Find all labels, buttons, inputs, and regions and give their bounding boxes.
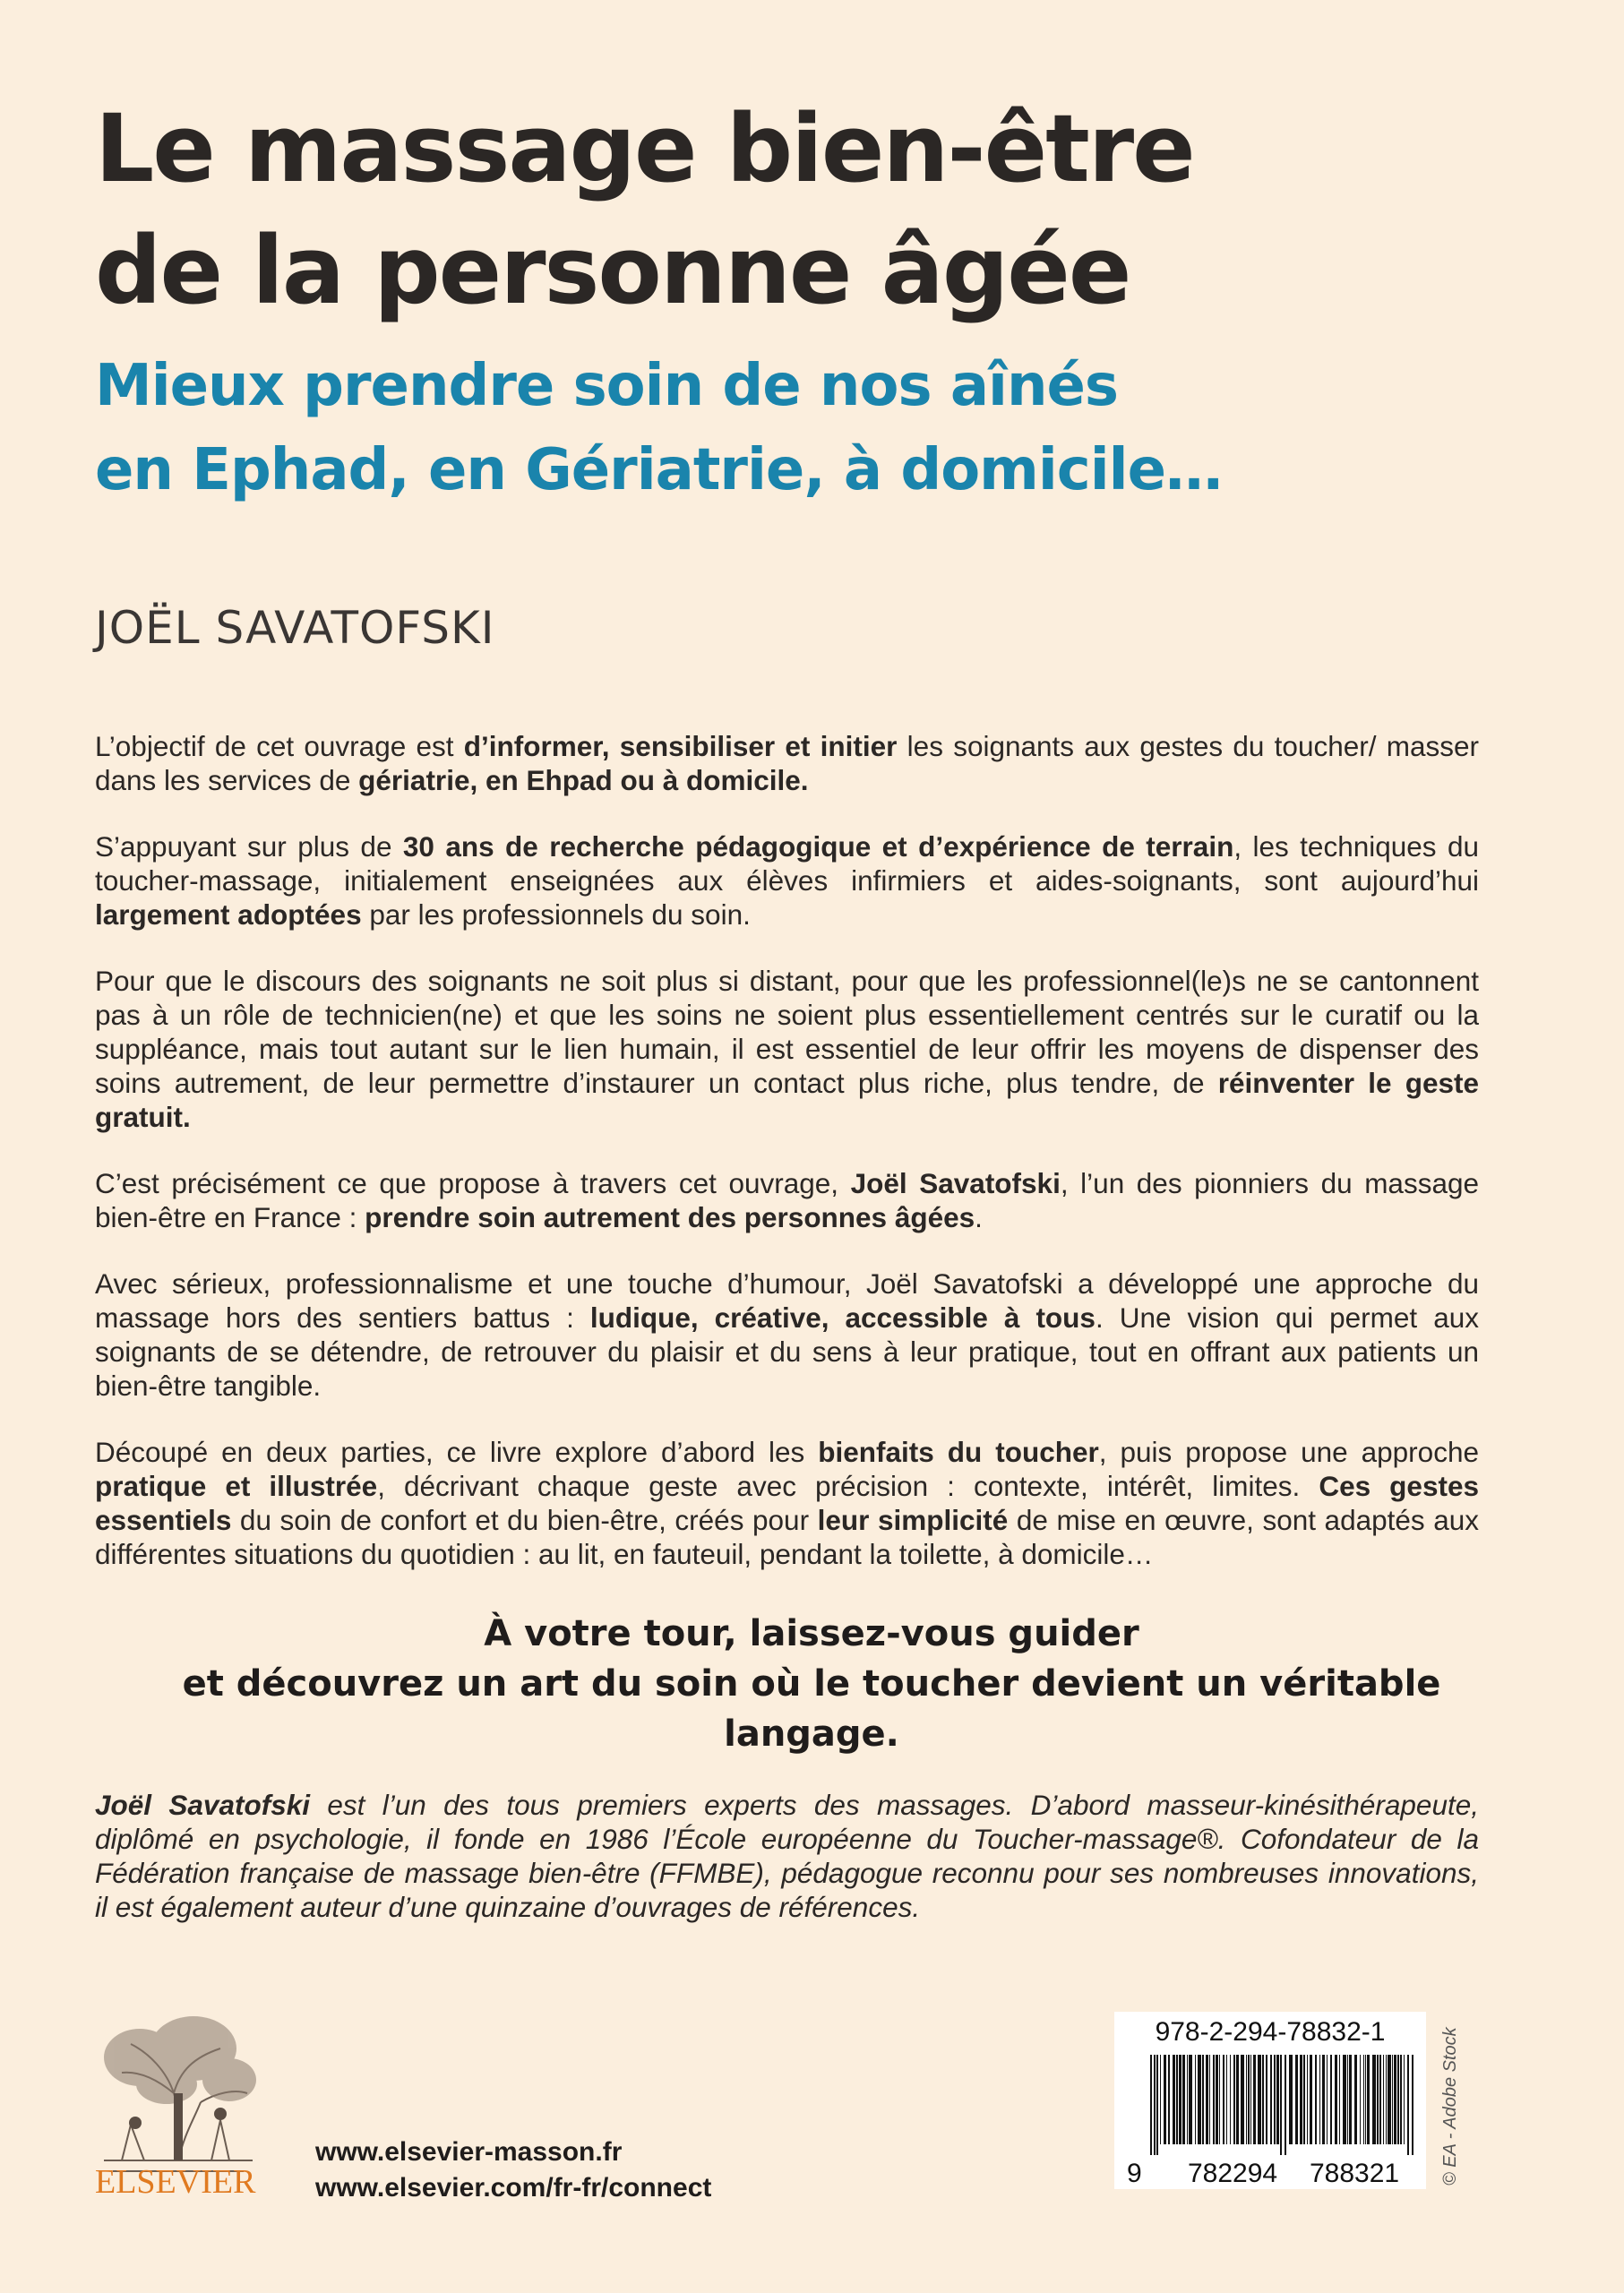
description-paragraph bbox=[95, 964, 1479, 1134]
barcode-bar bbox=[1219, 2055, 1220, 2144]
isbn-barcode bbox=[1114, 2012, 1426, 2189]
barcode-bar bbox=[1226, 2055, 1227, 2144]
book-title-line-1: Le massage bien-être bbox=[95, 94, 1194, 203]
barcode-bar bbox=[1230, 2055, 1231, 2144]
book-subtitle-line-1: Mieux prendre soin de nos aînés bbox=[95, 353, 1118, 419]
description-paragraph-run: Joël Savatofski bbox=[850, 1167, 1061, 1199]
book-subtitle-line-2: en Ephad, en Gériatrie, à domicile… bbox=[95, 437, 1222, 503]
barcode-bar bbox=[1300, 2055, 1302, 2144]
description-paragraph-run: , l’un des pionniers du massage bien-être en France : bbox=[95, 1167, 1480, 1233]
description-paragraph-run: réinventer le geste gratuit. bbox=[95, 1067, 1479, 1133]
barcode-bar bbox=[1367, 2055, 1370, 2144]
barcode-bar bbox=[1209, 2055, 1210, 2144]
description-paragraph-run: S’appuyant sur plus de bbox=[95, 830, 403, 863]
description-paragraph-run: 30 ans de recherche pédagogique et d’expérience de terrain bbox=[402, 830, 1234, 863]
description-paragraph-run: d’informer, sensibiliser et initier bbox=[463, 730, 898, 762]
description-paragraph-run: pratique et illustrée bbox=[95, 1470, 378, 1502]
barcode-bar bbox=[1386, 2055, 1387, 2144]
tagline-line-1: À votre tour, laissez-vous guider bbox=[484, 1613, 1139, 1654]
tagline bbox=[95, 1609, 1528, 1759]
barcode-bar bbox=[1377, 2055, 1379, 2144]
description-paragraph-run: gériatrie, en Ehpad ou à domicile. bbox=[358, 764, 809, 796]
description-paragraph-run: ludique, créative, accessible à tous bbox=[589, 1301, 1096, 1334]
barcode-bar bbox=[1347, 2055, 1348, 2144]
barcode-bar bbox=[1156, 2055, 1158, 2155]
barcode-bar bbox=[1354, 2055, 1357, 2144]
publisher-url-2[interactable]: www.elsevier.com/fr-fr/connect bbox=[315, 2173, 712, 2203]
description-paragraph-run: Avec sérieux, professionnalisme et une touche d’humour, Joël Savatofski a développé une approche du massage hors des sentiers battus : bbox=[95, 1267, 1479, 1334]
barcode-bar bbox=[1339, 2055, 1340, 2144]
barcode-bar bbox=[1295, 2055, 1298, 2144]
barcode-bar bbox=[1274, 2055, 1276, 2144]
barcode-bar bbox=[1176, 2055, 1178, 2144]
description-paragraph-run: prendre soin autrement des personnes âgées bbox=[365, 1201, 975, 1233]
publisher-url-1[interactable]: www.elsevier-masson.fr bbox=[315, 2137, 623, 2167]
tagline-line-2: et découvrez un art du soin où le toucher devient un véritable langage. bbox=[182, 1663, 1441, 1755]
description-paragraph-run: du soin de confort et du bien-être, créés pour bbox=[231, 1504, 818, 1536]
book-title-line-2: de la personne âgée bbox=[95, 216, 1130, 325]
description-paragraph-run: . Une vision qui permet aux soignants de se détendre, de retrouver du plaisir et du sens à leur pratique, tout en offrant aux patients un bien-être tangible. bbox=[95, 1301, 1479, 1402]
barcode-bar bbox=[1160, 2055, 1161, 2144]
description-paragraph-run: Découpé en deux parties, ce livre explore d’abord les bbox=[95, 1436, 819, 1468]
barcode-bar bbox=[1182, 2055, 1185, 2144]
barcode-digit-first: 9 bbox=[1127, 2159, 1142, 2188]
barcode-bar bbox=[1202, 2055, 1204, 2144]
book-title bbox=[95, 88, 1528, 331]
barcode-bar bbox=[1241, 2055, 1244, 2144]
description-paragraph-run: , décrivant chaque geste avec précision : contexte, intérêt, limites. bbox=[377, 1470, 1319, 1502]
barcode-bar bbox=[1388, 2055, 1391, 2144]
author-name: JOËL SAVATOFSKI bbox=[95, 602, 495, 654]
barcode-bar bbox=[1258, 2055, 1261, 2144]
barcode-bar bbox=[1372, 2055, 1376, 2144]
barcode-bar bbox=[1168, 2055, 1170, 2144]
barcode-bar bbox=[1343, 2055, 1346, 2144]
barcode-bar bbox=[1307, 2055, 1308, 2144]
description-paragraph-run: , puis propose une approche bbox=[1098, 1436, 1479, 1468]
barcode-bar bbox=[1379, 2055, 1381, 2144]
barcode-bar bbox=[1349, 2055, 1352, 2144]
barcode-bar bbox=[1303, 2055, 1305, 2144]
barcode-bar bbox=[1164, 2055, 1166, 2144]
description-paragraph-run: . bbox=[975, 1201, 983, 1233]
description-paragraph bbox=[95, 1435, 1479, 1571]
barcode-bar bbox=[1310, 2055, 1312, 2144]
description-paragraph-run: les soignants aux gestes du toucher/ masser dans les services de bbox=[95, 730, 1480, 796]
barcode-bar bbox=[1412, 2055, 1413, 2155]
description-paragraph-run: largement adoptées bbox=[95, 898, 362, 931]
barcode-bar bbox=[1195, 2055, 1196, 2144]
description-paragraph-run: Pour que le discours des soignants ne soit plus si distant, pour que les professionnel(le)s ne se cantonnent pas à un rôle de technicien(ne) et que les soins ne soient plus essentiellement centrés sur le curatif ou la suppléance, mais tout autant sur le lien humain, il est essentiel de leur offrir les moyens de dispenser des soins autrement, de leur permettre d’instaurer un contact plus riche, plus tendre, de bbox=[95, 965, 1479, 1099]
author-bio-run: est l’un des tous premiers experts des massages. D’abord masseur-kinésithérapeute, diplômé en psychologie, il fonde en 1986 l’École européenne du Toucher-massage®. Cofondateur de la Fédération française de massage bien-être (FFMBE), pédagogue reconnu pour ses nombreuses innovations, il est également auteur d’une quinzaine d’ouvrages de références. bbox=[95, 1789, 1479, 1923]
barcode-bar bbox=[1285, 2055, 1286, 2155]
barcode-bar bbox=[1315, 2055, 1317, 2144]
description-text bbox=[95, 729, 1479, 1603]
description-paragraph-run: leur simplicité bbox=[817, 1504, 1009, 1536]
barcode-bar bbox=[1216, 2055, 1218, 2144]
barcode-bar bbox=[1223, 2055, 1224, 2144]
barcode-bar bbox=[1404, 2055, 1405, 2144]
description-paragraph bbox=[95, 1166, 1479, 1234]
barcode-bar bbox=[1270, 2055, 1272, 2144]
barcode-bar bbox=[1363, 2055, 1364, 2144]
barcode-digits-left: 782294 bbox=[1188, 2159, 1278, 2188]
barcode-bar bbox=[1276, 2055, 1279, 2144]
barcode-bar bbox=[1253, 2055, 1256, 2144]
description-paragraph-run: L’objectif de cet ouvrage est bbox=[95, 730, 464, 762]
barcode-bar bbox=[1179, 2055, 1181, 2144]
barcode-bar bbox=[1360, 2055, 1361, 2144]
description-paragraph-run: par les professionnels du soin. bbox=[361, 898, 751, 931]
barcode-bar bbox=[1206, 2055, 1208, 2144]
barcode-bar bbox=[1198, 2055, 1201, 2144]
barcode-bars bbox=[1114, 2055, 1426, 2189]
author-bio-run: Joël Savatofski bbox=[95, 1789, 310, 1821]
barcode-bar bbox=[1327, 2055, 1328, 2144]
description-paragraph-run: bienfaits du toucher bbox=[818, 1436, 1099, 1468]
barcode-bar bbox=[1150, 2055, 1152, 2155]
barcode-bar bbox=[1400, 2055, 1402, 2144]
barcode-bar bbox=[1213, 2055, 1215, 2144]
barcode-bar bbox=[1365, 2055, 1366, 2144]
description-paragraph bbox=[95, 729, 1479, 797]
author-bio bbox=[95, 1788, 1479, 1924]
barcode-bar bbox=[1289, 2055, 1293, 2144]
description-paragraph bbox=[95, 829, 1479, 932]
barcode-bar bbox=[1397, 2055, 1399, 2144]
barcode-bar bbox=[1394, 2055, 1396, 2144]
barcode-bar bbox=[1330, 2055, 1332, 2144]
barcode-bar bbox=[1392, 2055, 1393, 2144]
barcode-bar bbox=[1233, 2055, 1235, 2144]
barcode-bar bbox=[1250, 2055, 1251, 2144]
barcode-bar bbox=[1262, 2055, 1264, 2144]
book-subtitle bbox=[95, 344, 1528, 512]
barcode-bar bbox=[1154, 2055, 1156, 2155]
barcode-bar bbox=[1187, 2055, 1188, 2144]
barcode-digits-right: 788321 bbox=[1310, 2159, 1400, 2188]
barcode-bar bbox=[1280, 2055, 1282, 2155]
barcode-bar bbox=[1246, 2055, 1247, 2144]
publisher-name: ELSEVIER bbox=[95, 2163, 256, 2201]
description-paragraph-run: de mise en œuvre, sont adaptés aux différentes situations du quotidien : au lit, en fauteuil, pendant la toilette, à domicile… bbox=[95, 1504, 1480, 1570]
barcode-bar bbox=[1335, 2055, 1337, 2144]
barcode-bar bbox=[1383, 2055, 1384, 2144]
barcode-bar bbox=[1407, 2055, 1409, 2155]
barcode-bar bbox=[1189, 2055, 1192, 2144]
photo-credit: © EA - Adobe Stock bbox=[1440, 2027, 1460, 2186]
barcode-bar bbox=[1319, 2055, 1320, 2144]
barcode-bar bbox=[1322, 2055, 1325, 2144]
description-paragraph bbox=[95, 1267, 1479, 1403]
barcode-bar bbox=[1266, 2055, 1267, 2144]
barcode-bar bbox=[1236, 2055, 1239, 2144]
description-paragraph-run: Ces gestes essentiels bbox=[95, 1470, 1479, 1536]
barcode-bar bbox=[1248, 2055, 1250, 2144]
isbn-number: 978-2-294-78832-1 bbox=[1155, 2017, 1386, 2047]
barcode-bar bbox=[1173, 2055, 1175, 2144]
publisher-urls bbox=[315, 2134, 711, 2206]
description-paragraph-run: , les techniques du toucher-massage, initialement enseignées aux élèves infirmiers et aides-soignants, sont aujourd’hui bbox=[95, 830, 1479, 897]
description-paragraph-run: C’est précisément ce que propose à travers cet ouvrage, bbox=[95, 1167, 851, 1199]
